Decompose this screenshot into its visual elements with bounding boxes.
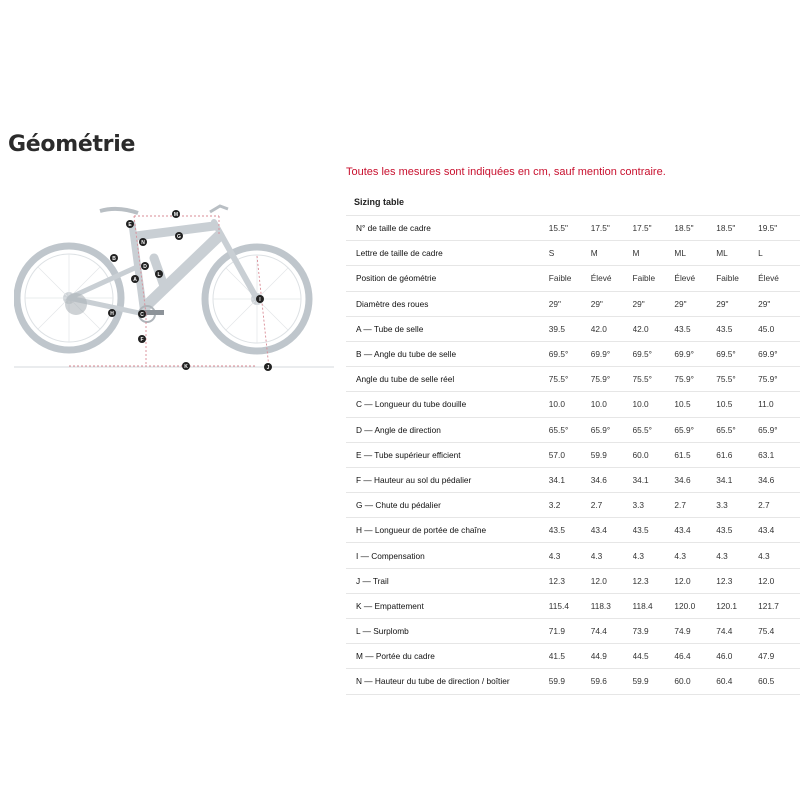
row-value: 121.7 — [758, 593, 800, 618]
row-value: 115.4 — [549, 593, 591, 618]
row-value: 45.0 — [758, 316, 800, 341]
row-value: 11.0 — [758, 392, 800, 417]
row-value: ML — [674, 241, 716, 266]
table-row — [346, 669, 800, 694]
table-caption: Sizing table — [354, 197, 405, 207]
marker-b — [110, 254, 118, 262]
row-value: 2.7 — [758, 493, 800, 518]
row-value: 10.5 — [674, 392, 716, 417]
row-label: Diamètre des roues — [346, 291, 549, 316]
row-value: 15.5" — [549, 216, 591, 241]
table-row — [346, 367, 800, 392]
row-value: 29" — [591, 291, 633, 316]
row-label: Lettre de taille de cadre — [346, 241, 549, 266]
table-row — [346, 442, 800, 467]
table-row — [346, 568, 800, 593]
row-value: 17.5" — [633, 216, 675, 241]
table-row — [346, 493, 800, 518]
marker-h — [108, 309, 116, 317]
row-value: 29" — [674, 291, 716, 316]
row-value: 75.5° — [549, 367, 591, 392]
row-value: 4.3 — [758, 543, 800, 568]
row-value: Élevé — [674, 266, 716, 291]
page-title: Géométrie — [8, 132, 136, 157]
row-value: 59.9 — [591, 442, 633, 467]
table-row — [346, 518, 800, 543]
row-value: ML — [716, 241, 758, 266]
row-label: F — Hauteur au sol du pédalier — [346, 467, 549, 492]
marker-e — [126, 220, 134, 228]
row-label: I — Compensation — [346, 543, 549, 568]
row-value: 69.9° — [591, 341, 633, 366]
bike-geometry-diagram — [14, 196, 334, 376]
row-value: 59.9 — [549, 669, 591, 694]
row-value: 29" — [633, 291, 675, 316]
row-value: S — [549, 241, 591, 266]
marker-n — [139, 238, 147, 246]
table-row — [346, 644, 800, 669]
row-value: 65.5° — [549, 417, 591, 442]
row-value: 12.0 — [674, 568, 716, 593]
row-value: M — [633, 241, 675, 266]
row-value: 61.5 — [674, 442, 716, 467]
row-value: 69.5° — [633, 341, 675, 366]
row-value: Élevé — [758, 266, 800, 291]
svg-text:E: E — [128, 222, 132, 228]
table-row — [346, 619, 800, 644]
row-value: 120.1 — [716, 593, 758, 618]
row-value: 42.0 — [633, 316, 675, 341]
row-value: 43.5 — [716, 316, 758, 341]
row-value: 74.4 — [716, 619, 758, 644]
marker-l — [155, 270, 163, 278]
row-value: 73.9 — [633, 619, 675, 644]
row-value: 12.0 — [758, 568, 800, 593]
table-row — [346, 417, 800, 442]
row-value: 43.4 — [674, 518, 716, 543]
row-value: 3.2 — [549, 493, 591, 518]
marker-i — [256, 295, 264, 303]
row-value: 69.9° — [674, 341, 716, 366]
row-label: A — Tube de selle — [346, 316, 549, 341]
svg-text:H: H — [110, 311, 114, 317]
row-value: 74.9 — [674, 619, 716, 644]
table-row — [346, 316, 800, 341]
marker-g — [175, 232, 183, 240]
row-value: 43.5 — [633, 518, 675, 543]
row-value: 4.3 — [633, 543, 675, 568]
row-value: 4.3 — [591, 543, 633, 568]
row-value: 60.0 — [633, 442, 675, 467]
row-label: E — Tube supérieur efficient — [346, 442, 549, 467]
row-value: 3.3 — [716, 493, 758, 518]
row-label: M — Portée du cadre — [346, 644, 549, 669]
row-label: C — Longueur du tube douille — [346, 392, 549, 417]
svg-text:C: C — [140, 312, 144, 318]
row-value: Élevé — [591, 266, 633, 291]
units-note: Toutes les mesures sont indiquées en cm, sauf mention contraire. — [346, 166, 666, 178]
row-value: 10.0 — [591, 392, 633, 417]
row-label: D — Angle de direction — [346, 417, 549, 442]
row-label: N — Hauteur du tube de direction / boîtier — [346, 669, 549, 694]
frame — [69, 222, 257, 314]
row-value: M — [591, 241, 633, 266]
row-value: 75.5° — [633, 367, 675, 392]
row-value: 44.9 — [591, 644, 633, 669]
row-value: 46.0 — [716, 644, 758, 669]
row-value: 43.5 — [549, 518, 591, 543]
row-label: L — Surplomb — [346, 619, 549, 644]
row-value: 18.5" — [674, 216, 716, 241]
row-value: 43.4 — [591, 518, 633, 543]
row-label: K — Empattement — [346, 593, 549, 618]
row-value: 10.5 — [716, 392, 758, 417]
row-label: J — Trail — [346, 568, 549, 593]
svg-text:I: I — [259, 297, 261, 303]
row-value: Faible — [549, 266, 591, 291]
table-row — [346, 291, 800, 316]
table-row — [346, 593, 800, 618]
row-value: 10.0 — [633, 392, 675, 417]
svg-text:A: A — [133, 277, 137, 283]
row-value: 12.3 — [549, 568, 591, 593]
row-value: 43.4 — [758, 518, 800, 543]
marker-a — [131, 275, 139, 283]
row-value: 34.6 — [591, 467, 633, 492]
row-value: 2.7 — [674, 493, 716, 518]
row-value: 47.9 — [758, 644, 800, 669]
row-value: 120.0 — [674, 593, 716, 618]
svg-text:K: K — [184, 364, 188, 370]
svg-text:F: F — [140, 337, 144, 343]
table-row — [346, 467, 800, 492]
row-value: 12.3 — [716, 568, 758, 593]
table-row — [346, 266, 800, 291]
row-value: 29" — [758, 291, 800, 316]
row-value: 3.3 — [633, 493, 675, 518]
row-value: 59.9 — [633, 669, 675, 694]
row-label: N° de taille de cadre — [346, 216, 549, 241]
row-value: Faible — [633, 266, 675, 291]
row-value: 4.3 — [716, 543, 758, 568]
row-value: 2.7 — [591, 493, 633, 518]
row-value: 69.5° — [716, 341, 758, 366]
row-value: 118.4 — [633, 593, 675, 618]
row-value: 65.9° — [591, 417, 633, 442]
svg-text:D: D — [143, 264, 147, 270]
row-value: 4.3 — [549, 543, 591, 568]
row-value: 34.1 — [549, 467, 591, 492]
row-value: 65.9° — [758, 417, 800, 442]
row-value: 17.5" — [591, 216, 633, 241]
marker-k — [182, 362, 190, 370]
svg-text:J: J — [266, 365, 270, 371]
row-value: L — [758, 241, 800, 266]
svg-text:N: N — [141, 240, 145, 246]
marker-j — [264, 363, 272, 371]
row-value: 75.9° — [591, 367, 633, 392]
row-value: 118.3 — [591, 593, 633, 618]
row-value: 57.0 — [549, 442, 591, 467]
row-label: Angle du tube de selle réel — [346, 367, 549, 392]
marker-c — [138, 310, 146, 318]
row-value: Faible — [716, 266, 758, 291]
table-row — [346, 341, 800, 366]
row-value: 63.1 — [758, 442, 800, 467]
row-value: 59.6 — [591, 669, 633, 694]
row-value: 10.0 — [549, 392, 591, 417]
marker-d — [141, 262, 149, 270]
row-value: 46.4 — [674, 644, 716, 669]
svg-text:G: G — [177, 234, 181, 240]
row-value: 75.9° — [758, 367, 800, 392]
row-value: 75.4 — [758, 619, 800, 644]
row-value: 18.5" — [716, 216, 758, 241]
row-value: 71.9 — [549, 619, 591, 644]
row-value: 4.3 — [674, 543, 716, 568]
svg-text:L: L — [157, 272, 161, 278]
marker-m — [172, 210, 180, 218]
row-label: G — Chute du pédalier — [346, 493, 549, 518]
row-value: 34.1 — [716, 467, 758, 492]
row-value: 75.9° — [674, 367, 716, 392]
row-value: 29" — [549, 291, 591, 316]
row-value: 43.5 — [716, 518, 758, 543]
row-value: 12.3 — [633, 568, 675, 593]
row-value: 34.1 — [633, 467, 675, 492]
row-value: 65.5° — [633, 417, 675, 442]
table-row — [346, 216, 800, 241]
row-value: 65.9° — [674, 417, 716, 442]
row-value: 43.5 — [674, 316, 716, 341]
row-label: B — Angle du tube de selle — [346, 341, 549, 366]
row-value: 44.5 — [633, 644, 675, 669]
row-value: 29" — [716, 291, 758, 316]
row-value: 60.5 — [758, 669, 800, 694]
marker-f — [138, 335, 146, 343]
row-value: 34.6 — [674, 467, 716, 492]
row-value: 65.5° — [716, 417, 758, 442]
row-value: 19.5" — [758, 216, 800, 241]
table-row — [346, 392, 800, 417]
row-value: 74.4 — [591, 619, 633, 644]
row-value: 60.0 — [674, 669, 716, 694]
table-row — [346, 543, 800, 568]
row-value: 39.5 — [549, 316, 591, 341]
row-value: 75.5° — [716, 367, 758, 392]
row-value: 61.6 — [716, 442, 758, 467]
table-row — [346, 241, 800, 266]
row-value: 60.4 — [716, 669, 758, 694]
row-value: 12.0 — [591, 568, 633, 593]
row-value: 42.0 — [591, 316, 633, 341]
svg-text:B: B — [112, 256, 116, 262]
row-value: 41.5 — [549, 644, 591, 669]
row-label: Position de géométrie — [346, 266, 549, 291]
row-value: 69.9° — [758, 341, 800, 366]
row-label: H — Longueur de portée de chaîne — [346, 518, 549, 543]
row-value: 34.6 — [758, 467, 800, 492]
geometry-table — [346, 215, 800, 695]
svg-text:M: M — [173, 212, 179, 218]
row-value: 69.5° — [549, 341, 591, 366]
